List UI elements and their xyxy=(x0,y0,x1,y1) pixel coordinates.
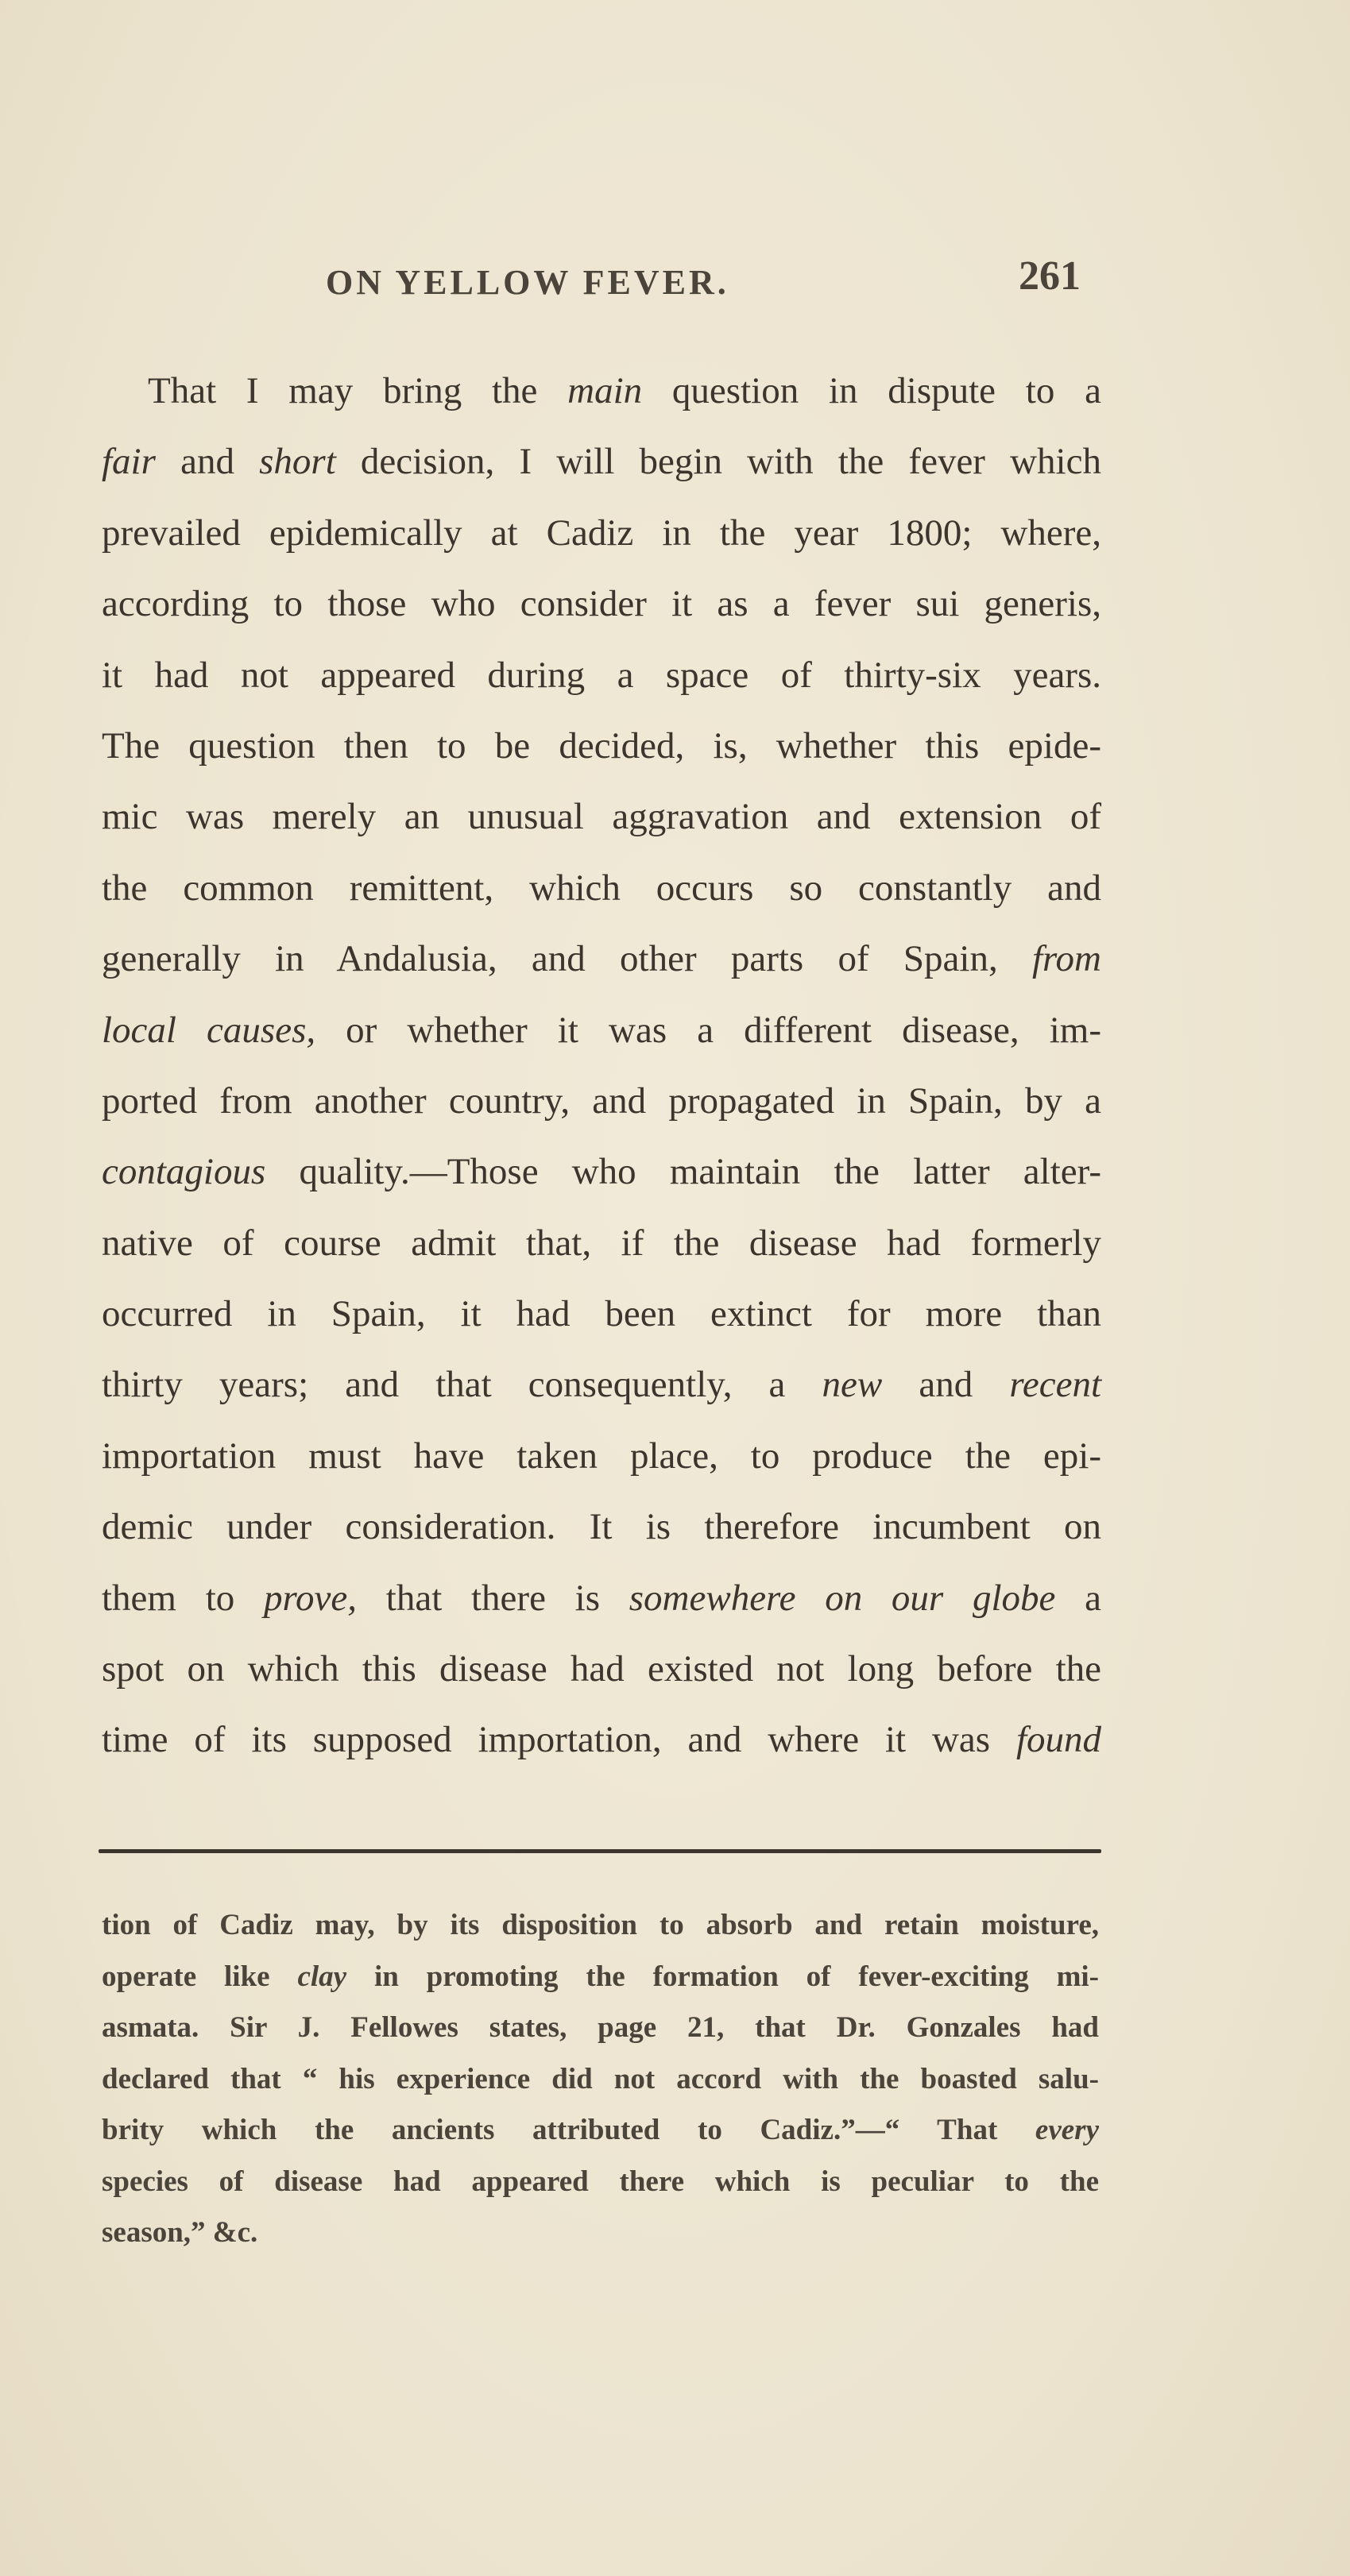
text-segment: The question then to be decided, is, whether this epide- xyxy=(102,724,1101,767)
text-segment: and xyxy=(155,441,260,483)
text-segment: species of disease had appeared there which is peculiar to the xyxy=(102,2165,1099,2198)
text-segment: thirty years; and that consequently, a xyxy=(102,1364,822,1406)
text-segment: brity which the ancients attributed to Cadiz.”—“ That xyxy=(102,2114,1035,2146)
footnote-rule xyxy=(99,1849,1101,1853)
text-line xyxy=(102,1492,1101,1562)
italic-text: clay xyxy=(297,1960,347,1993)
text-segment: importation must have taken place, to produce the epi- xyxy=(102,1435,1101,1477)
footnote-line xyxy=(102,1900,1099,1952)
footnote-line xyxy=(102,2157,1099,2208)
text-line xyxy=(102,1279,1101,1350)
italic-text: somewhere on our globe xyxy=(629,1577,1056,1619)
text-segment: them to xyxy=(102,1577,265,1619)
text-segment: mic was merely an unusual aggravation and extension of xyxy=(102,796,1101,838)
text-segment: a xyxy=(1055,1577,1101,1619)
text-segment: time of its supposed importation, and where it was xyxy=(102,1719,1016,1761)
text-segment: according to those who consider it as a fever sui generis, xyxy=(102,583,1101,625)
page-number: 261 xyxy=(1019,253,1081,299)
footnote xyxy=(102,1900,1099,2259)
text-segment: question in dispute to a xyxy=(642,370,1101,411)
footnote-line xyxy=(102,2054,1099,2106)
italic-text: short xyxy=(259,441,336,483)
text-line xyxy=(102,498,1101,569)
text-segment: native of course admit that, if the disease had formerly xyxy=(102,1222,1101,1264)
text-segment: demic under consideration. It is therefore incumbent on xyxy=(102,1506,1101,1548)
text-segment: asmata. Sir J. Fellowes states, page 21, that Dr. Gonzales had xyxy=(102,2011,1099,2044)
text-segment: occurred in Spain, it had been extinct for more than xyxy=(102,1293,1101,1335)
text-line xyxy=(102,1563,1101,1634)
text-segment: or whether it was a different disease, im- xyxy=(315,1009,1101,1051)
text-segment: That I may bring the xyxy=(148,370,568,411)
text-line xyxy=(102,356,1101,427)
text-line xyxy=(102,427,1101,497)
text-segment: ported from another country, and propagated in Spain, by a xyxy=(102,1079,1101,1122)
text-segment: quality.—Those who maintain the latter alter- xyxy=(265,1151,1101,1193)
italic-text: main xyxy=(567,370,643,411)
italic-text: fair xyxy=(102,441,156,483)
text-segment: spot on which this disease had existed not long before the xyxy=(102,1648,1101,1690)
text-segment: prevailed epidemically at Cadiz in the year 1800; where, xyxy=(102,512,1101,554)
text-line xyxy=(102,569,1101,639)
footnote-line xyxy=(102,2207,1099,2259)
text-segment: that there is xyxy=(357,1577,629,1619)
italic-text: local causes, xyxy=(102,1009,316,1051)
text-line xyxy=(102,782,1101,852)
text-segment: season,” &c. xyxy=(102,2216,258,2249)
text-line xyxy=(102,640,1101,711)
italic-text: recent xyxy=(1009,1364,1101,1406)
footnote-line xyxy=(102,2105,1099,2157)
text-line xyxy=(102,1705,1101,1775)
text-line xyxy=(102,711,1101,782)
text-line xyxy=(102,1066,1101,1137)
text-segment: tion of Cadiz may, by its disposition to absorb and retain moisture, xyxy=(102,1909,1099,1941)
text-segment: operate like xyxy=(102,1960,298,1993)
text-line xyxy=(102,1208,1101,1279)
text-line xyxy=(102,853,1101,924)
text-segment: declared that “ his experience did not accord with the boasted salu- xyxy=(102,2062,1099,2095)
text-segment: in promoting the formation of fever-exciting mi- xyxy=(346,1960,1099,1993)
italic-text: every xyxy=(1035,2114,1099,2146)
running-title: ON YELLOW FEVER. xyxy=(326,263,729,302)
text-line xyxy=(102,1350,1101,1420)
italic-text: from xyxy=(1031,938,1101,980)
text-line xyxy=(102,1421,1101,1492)
footnote-line xyxy=(102,1952,1099,2003)
text-segment: generally in Andalusia, and other parts of Spain, xyxy=(102,938,1032,980)
text-line xyxy=(102,924,1101,994)
text-line xyxy=(102,1137,1101,1207)
text-line xyxy=(102,995,1101,1066)
text-segment: the common remittent, which occurs so constantly and xyxy=(102,867,1101,909)
italic-text: found xyxy=(1015,1719,1101,1761)
main-text xyxy=(102,356,1101,1776)
text-segment: it had not appeared during a space of thirty-six years. xyxy=(102,654,1101,696)
text-segment: and xyxy=(882,1364,1010,1406)
text-line xyxy=(102,1634,1101,1705)
italic-text: new xyxy=(822,1364,883,1406)
italic-text: contagious xyxy=(102,1151,266,1193)
footnote-line xyxy=(102,2002,1099,2054)
italic-text: prove, xyxy=(264,1577,358,1619)
text-segment: decision, I will begin with the fever which xyxy=(335,441,1101,483)
